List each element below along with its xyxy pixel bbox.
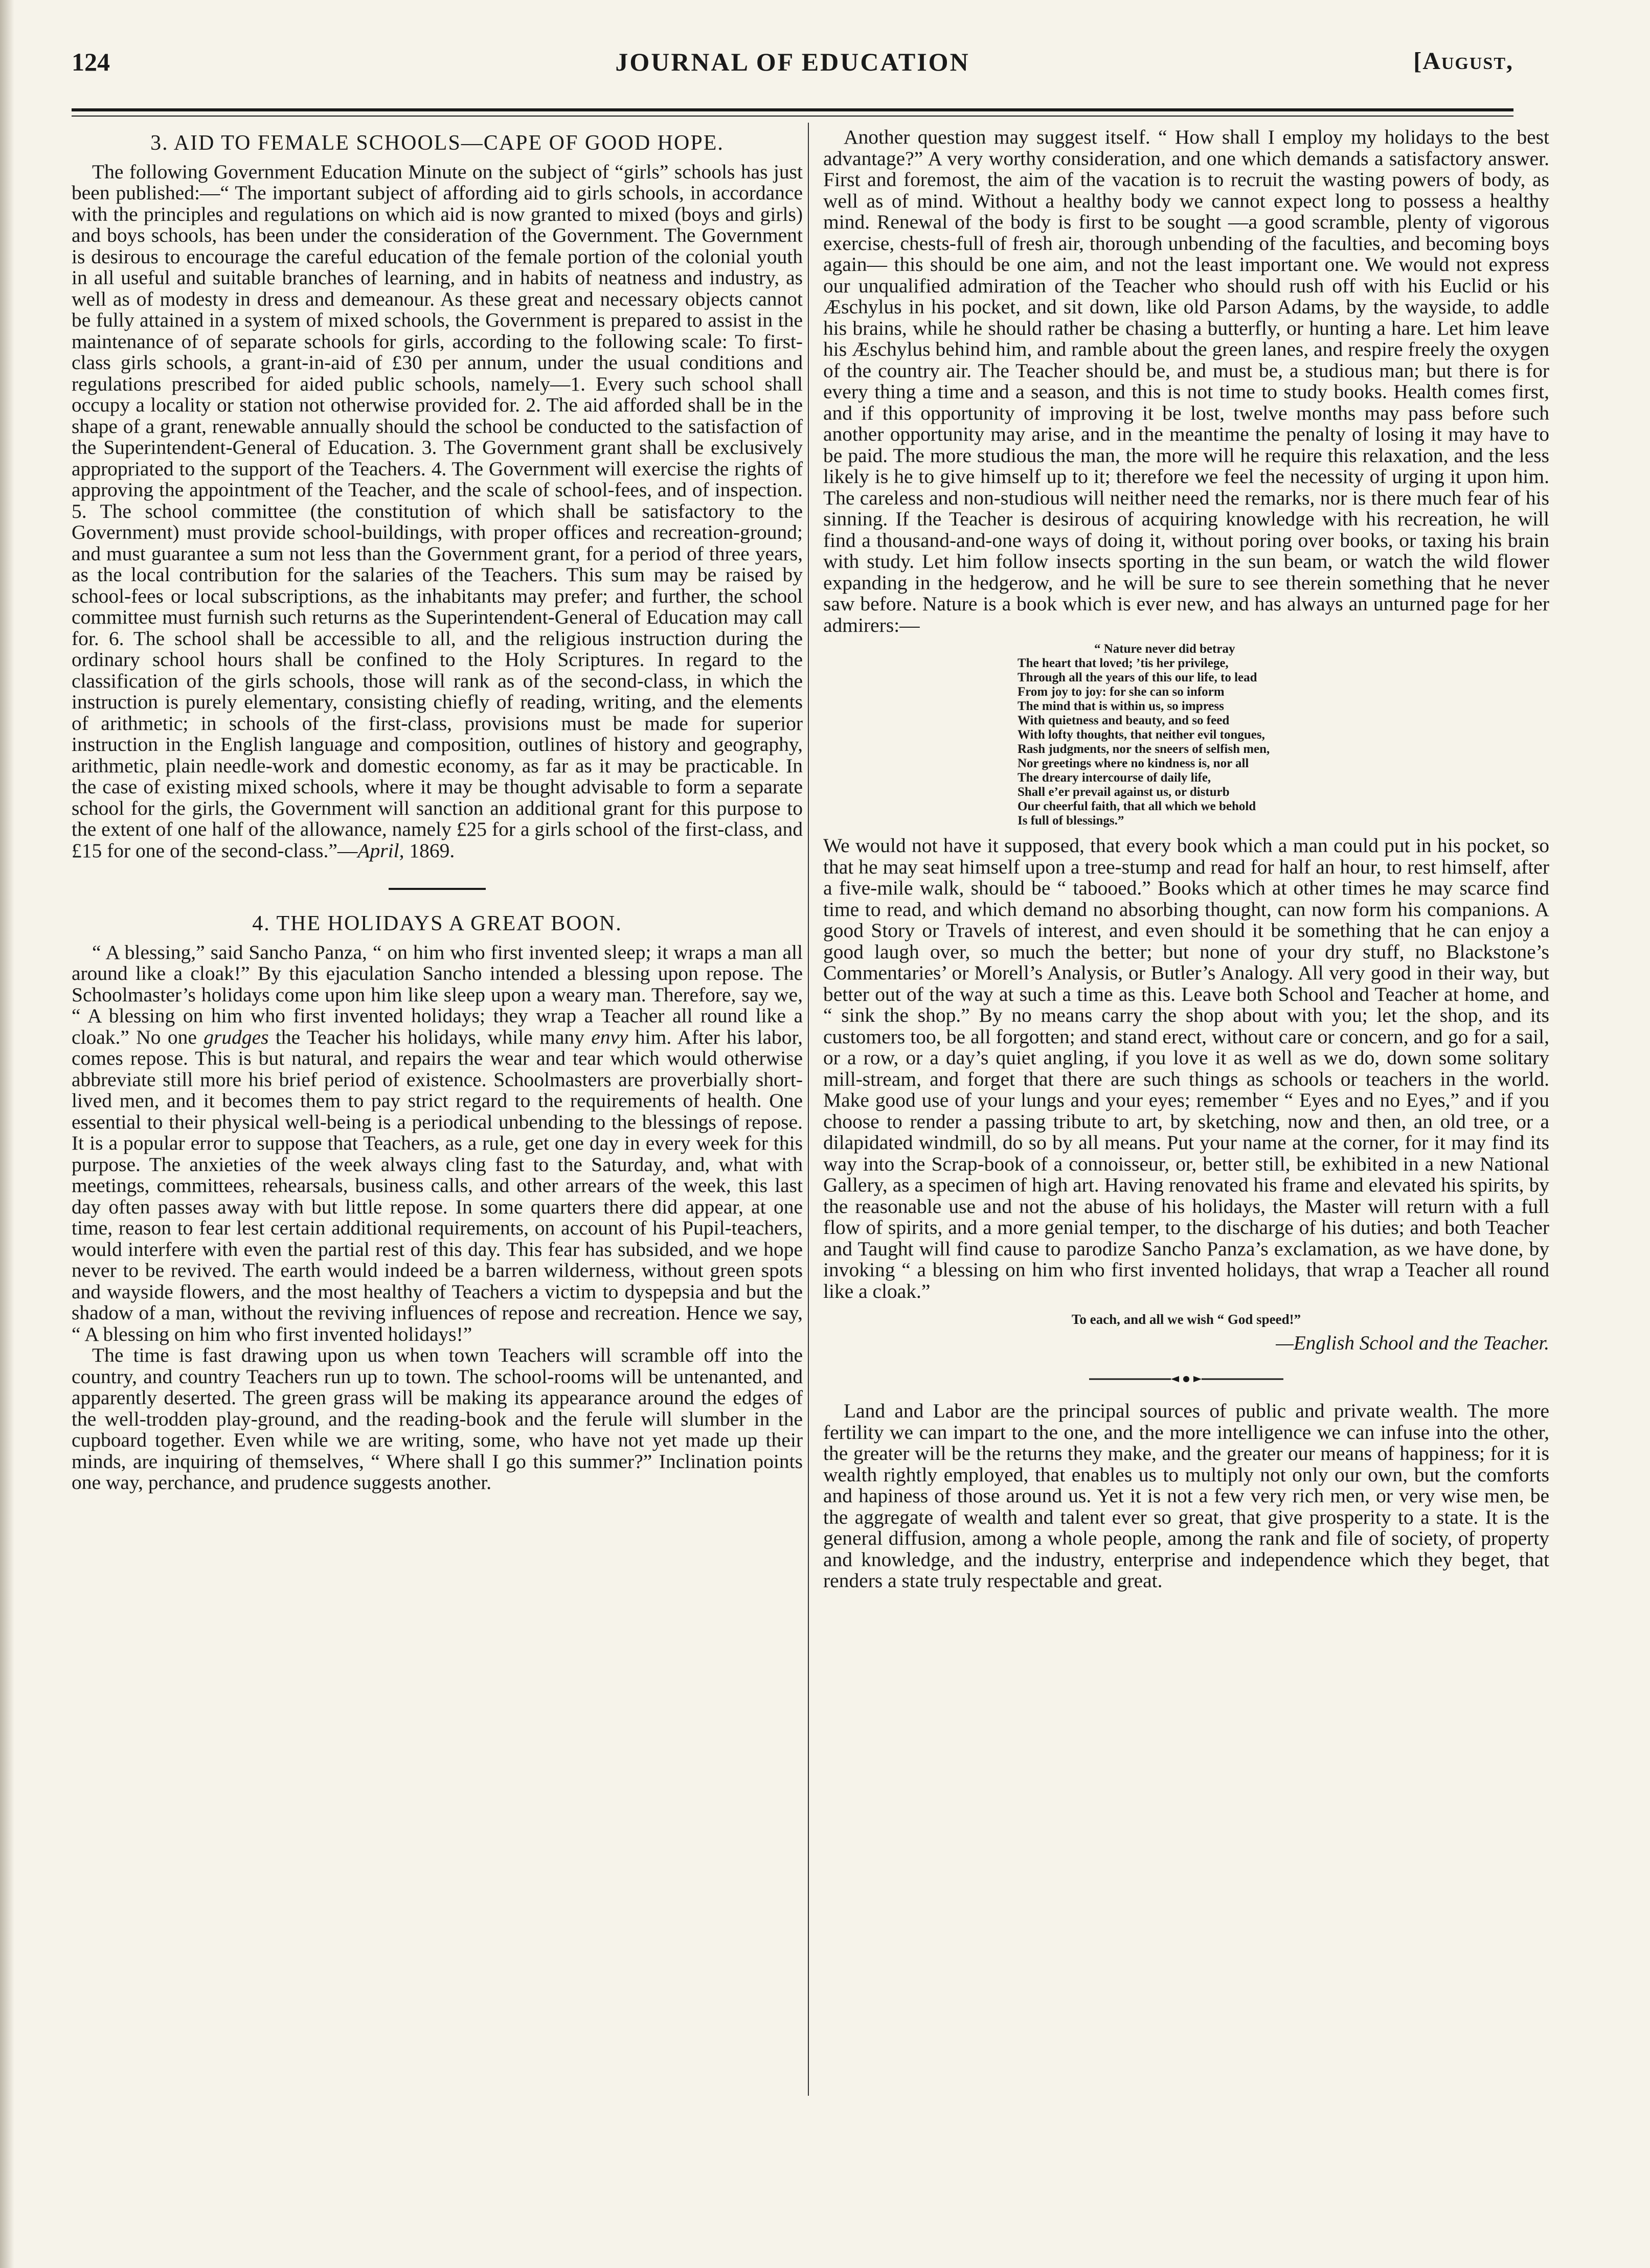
poem-quotation bbox=[1018, 642, 1549, 828]
header-rule-thick bbox=[72, 108, 1513, 111]
right-column bbox=[823, 127, 1549, 1592]
section-5-paragraph: Land and Labor are the principal sources of public and private wealth. The more fertility we can impart to the one, and the more intelligence we can infuse into the other, the greater will be the returns they make, and the greater our means of happiness; for it is wealth rightly employed, that enables us to multiply not only our own, but the comforts and hapiness of those around us. Yet it is not a few very rich men, or very wise men, be the aggregate of wealth and talent ever so great, that give prosperity to a state. It is the general diffusion, among a whole people, among the rank and file of society, of property and knowledge, and the industry, enterprise and independence which they beget, that renders a state truly respectable and great. bbox=[823, 1400, 1549, 1592]
section-3-body bbox=[72, 162, 803, 862]
poem-line: Rash judgments, nor the sneers of selfish men, bbox=[1018, 742, 1270, 756]
section-separator bbox=[389, 888, 486, 890]
closing-wish: To each, and all we wish “ God speed!” bbox=[1071, 1312, 1301, 1327]
poem-line: Our cheerful faith, that all which we behold bbox=[1018, 799, 1256, 813]
poem-line: Through all the years of this our life, to lead bbox=[1018, 671, 1257, 684]
poem-line: The dreary intercourse of daily life, bbox=[1018, 771, 1211, 785]
section-4-title: 4. THE HOLIDAYS A GREAT BOON. bbox=[252, 912, 622, 935]
section-4-p1-italic-envy: envy bbox=[591, 1025, 628, 1048]
section-4-p1-part-c: him. After his labor, comes repose. This is but natural, and repairs the wear and tear which would otherwise abbreviate still more his brief period of existence. Schoolmasters are proverbially short-lived men, and it becomes them to pay strict regard to the requirements of health. One essential to their physical well-being is a periodical unbending to the blessings of repose. It is a popular error to suppose that Teachers, as a rule, get one day in every week for this purpose. The anxieties of the week always cling fast to the Saturday, and, what with meetings, committees, rehearsals, business calls, and other arrears of the week, this last day often passes away with but little repose. In some quarters there did appear, at one time, reason to fear lest certain additional requirements, on account of his Pupil-teachers, would interfere with even the partial rest of this day. This fear has subsided, and we hope never to be revived. The earth would indeed be a barren wilderness, without green spots and wayside flowers, and the most healthy of Teachers a victim to dyspepsia and but the shadow of a man, without the reviving influences of repose and recreation. Hence we say, “ A blessing on him who first invented holidays!” bbox=[72, 1025, 803, 1345]
section-3-date-year: 1869. bbox=[404, 839, 455, 862]
section-4-paragraph-2: The time is fast drawing upon us when town Teachers will scramble off into the country, and country Teachers run up to town. The school-rooms will be untenanted, and apparently deserted. The green grass will be making its appearance around the edges of the well-trodden play-ground, and the reading-book and the ferule will slumber in the cupboard together. Even while we are writing, some, who have not yet made up their minds, are inquiring of themselves, “ Where shall I go this summer?” Inclination points one way, perchance, and prudence suggests another. bbox=[72, 1344, 803, 1494]
section-3-title: 3. AID TO FEMALE SCHOOLS—CAPE OF GOOD HOPE. bbox=[150, 131, 724, 155]
column-divider bbox=[808, 123, 809, 2096]
poem-line: From joy to joy: for she can so inform bbox=[1018, 685, 1225, 699]
poem-line: With lofty thoughts, that neither evil tongues, bbox=[1018, 728, 1265, 742]
poem-line: With quietness and beauty, and so feed bbox=[1018, 714, 1230, 727]
page-binding-edge bbox=[0, 0, 14, 2268]
section-3-text: The following Government Education Minute on the subject of “girls” schools has just been published:—“ The important subject of affording aid to girls schools, in accordance with the principles and regulations on which aid is now granted to mixed (boys and girls) and boys schools, has been under the consideration of the Government. The Government is desirous to encourage the careful education of the female portion of the colonial youth in all useful and suitable branches of learning, and in habits of neatness and industry, as well as of modesty in dress and demeanour. As these great and necessary objects cannot be fully attained in a system of mixed schools, the Government is prepared to assist in the maintenance of of separate schools for girls, according to the following scale: To first-class girls schools, a grant-in-aid of £30 per annum, under the usual conditions and regulations prescribed for aided public schools, namely—1. Every such school shall occupy a locality or station not otherwise provided for. 2. The aid afforded shall be in the shape of a grant, renewable annually should the school be conducted to the satisfaction of the Superintendent-General of Education. 3. The Government grant shall be exclusively appropriated to the support of the Teachers. 4. The Government will exercise the rights of approving the appointment of the Teacher, and the scale of school-fees, and of inspection. 5. The school committee (the constitution of which shall be satisfactory to the Government) must provide school-buildings, with proper offices and recreation-ground; and must guarantee a sum not less than the Government grant, for a period of three years, as the local contribution for the salaries of the Teachers. This sum may be raised by school-fees or local subscriptions, as the inhabitants may prefer; and further, the school committee must furnish such returns as the Superintendent-General of Education may call for. 6. The school shall be accessible to all, and the religious instruction during the ordinary school hours shall be confined to the Holy Scriptures. In regard to the classification of the girls schools, those will rank as of the second-class, in which the instruction is purely elementary, consisting chiefly of reading, writing, and the elements of arithmetic; in schools of the first-class, provisions must be made for superior instruction in the English language and composition, outlines of history and geography, arithmetic, plain needle-work and domestic economy, as far as it may be practicable. In the case of existing mixed schools, where it may be thought advisable to form a separate school for the girls, the Government will sanction an additional grant for this purpose to the extent of one half of the allowance, namely £25 for a girls school of the first-class, and £15 for one of the second-class.”— bbox=[72, 160, 803, 862]
section-4-paragraph-4: We would not have it supposed, that every book which a man could put in his pocket, so that he may seat himself upon a tree-stump and read for half an hour, to rest himself, after a five-mile walk, should be “ tabooed.” Books which at other times he may scarce find time to read, and which demand no absorbing thought, can now form his companions. A good Story or Travels of interest, and even should it be something that he can enjoy a good laugh over, so much the better; but none of your dry stuff, no Blackstone’s Commentaries’ or Morell’s Analysis, or Butler’s Analogy. All very good in their way, but better out of the way at such a time as this. Leave both School and Teacher at home, and “ sink the shop.” By no means carry the shop about with you; let the shop, and its customers too, be all forgotten; and stand erect, without care or concern, and go for a sail, or a row, or a day’s quiet angling, if you love it as well as we do, down some solitary mill-stream, and forget that there are such things as schools or teachers in the world. Make good use of your lungs and your eyes; remember “ Eyes and no Eyes,” and if you choose to render a passing tribute to art, by sketching, now and then, an old tree, or a dilapidated windmill, do so by all means. Put your name at the corner, for it may find its way into the Scrap-book of a connoisseur, or, better still, be exhibited in a new National Gallery, as a specimen of high art. Having renovated his frame and elevated his spirits, by the reasonable use and not the abuse of his holidays, the Master will return with a full flow of spirits, and a more genial temper, to the discharge of his duties; and both Teacher and Taught will find cause to parodize Sancho Panza’s exclamation, as we have done, by invoking “ a blessing on him who first invented holidays, that wrap a Teacher all round like a cloak.” bbox=[823, 834, 1549, 1302]
left-column bbox=[72, 127, 803, 1494]
poem-line: The heart that loved; ’tis her privilege, bbox=[1018, 656, 1229, 670]
section-4-p1-italic-grudges: grudges bbox=[204, 1025, 269, 1048]
running-head bbox=[72, 47, 1513, 88]
section-3-date-month: April, bbox=[357, 839, 404, 862]
poem-line: The mind that is within us, so impress bbox=[1018, 699, 1224, 713]
ornament-rule-icon bbox=[1089, 1374, 1283, 1384]
poem-line: Is full of blessings.” bbox=[1018, 814, 1124, 828]
poem-line: Shall e’er prevail against us, or disturb bbox=[1018, 785, 1230, 799]
poem-line: “ Nature never did betray bbox=[1094, 642, 1235, 656]
source-attribution: —English School and the Teacher. bbox=[1276, 1332, 1549, 1354]
page-number: 124 bbox=[72, 48, 110, 76]
section-4-paragraph-1 bbox=[72, 942, 803, 1345]
issue-month: [August, bbox=[1413, 48, 1513, 75]
section-4-paragraph-3: Another question may suggest itself. “ How shall I employ my holidays to the best advantage?” A very worthy consideration, and one which demands a satisfactory answer. First and foremost, the aim of the vacation is to recruit the wasting powers of body, as well as of mind. Without a healthy body we cannot expect long to possess a healthy mind. Renewal of the body is first to be sought —a good scramble, plenty of vigorous exercise, chests-full of fresh air, thorough unbending of the faculties, and becoming boys again— this should be one aim, and not the least important one. We would not express our unqualified admiration of the Teacher who should rush off with his Euclid or his Æschylus in his pocket, and sit down, like old Parson Adams, by the wayside, to addle his brains, while he should rather be chasing a butterfly, or hunting a hare. Let him leave his Æschylus behind him, and ramble about the green lanes, and respire freely the oxygen of the country air. The Teacher should be, and must be, a studious man; but there is for every thing a time and a season, and this is not time to study books. Health comes first, and if this opportunity of improving it be lost, twelve months may pass before such another opportunity may arise, and in the meantime the penalty of losing it may have to be paid. The more studious the man, the more will he require this relaxation, and the less likely is he to give himself up to it; therefore we feel the necessity of urging it upon him. The careless and non-studious will neither need the remarks, nor is there much fear of his sinning. If the Teacher is desirous of acquiring knowledge with his recreation, he will find a thousand-and-one ways of doing it, without poring over books, or taxing his brain with study. Let him follow insects sporting in the sun beam, or watch the wild flower expanding in the hedgerow, and he will be sure to see therein something that he never saw before. Nature is a book which is ever new, and has always an unturned page for her admirers:— bbox=[823, 126, 1549, 636]
journal-title: JOURNAL OF EDUCATION bbox=[615, 48, 970, 76]
section-4-p1-part-b: the Teacher his holidays, while many bbox=[268, 1025, 592, 1048]
header-rule-thin bbox=[72, 116, 1513, 117]
section-4-p1-part-a: “ A blessing,” said Sancho Panza, “ on him who first invented sleep; it wraps a man all around like a cloak!” By this ejaculation Sancho intended a blessing upon repose. The Schoolmaster’s holidays come upon him like sleep upon a weary man. Therefore, say we, “ A blessing on him who first invented holidays; they wrap a Teacher all round like a cloak.” No one bbox=[72, 941, 803, 1048]
ornamental-divider bbox=[823, 1372, 1549, 1387]
poem-line: Nor greetings where no kindness is, nor all bbox=[1018, 757, 1249, 770]
